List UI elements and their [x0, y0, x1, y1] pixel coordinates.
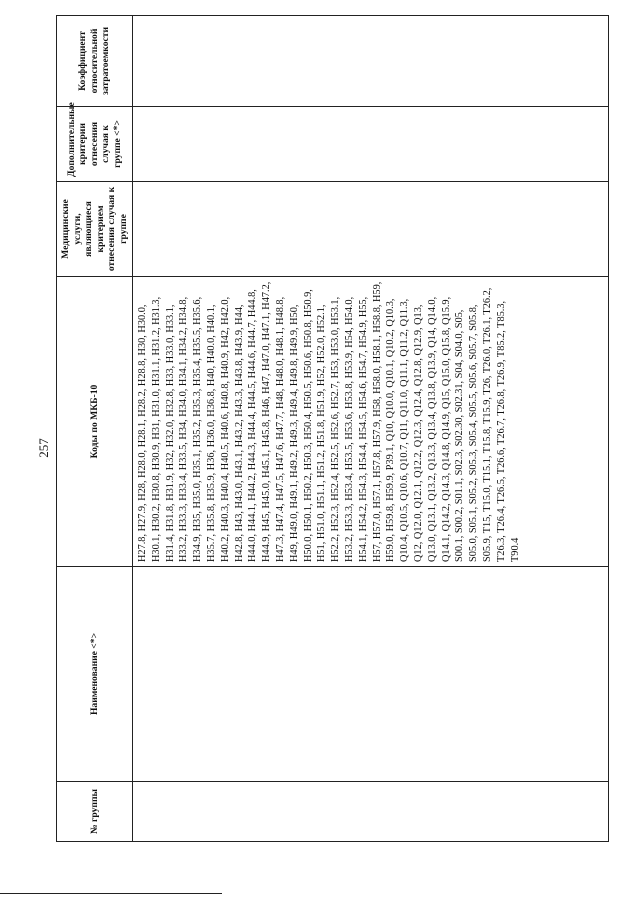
ksg-table: [56, 15, 609, 842]
header-medical-services: Медицинские услуги, являющиеся критерием отнесения случая к группе: [57, 182, 133, 277]
cell-services: [133, 182, 609, 277]
header-coefficient: Коэффициент относительной затратоемкости: [57, 16, 133, 107]
table-rotator: [56, 16, 609, 842]
cell-icd-codes: H27.8, H27.9, H28, H28.0, H28.1, H28.2, H28.8, H30, H30.0, H30.1, H30.2, H30.8, H30.9, H31, H31.0, H31.1, H31.2, H31.3, H31.4, H31.8, H31.9, H32, H32.0, H32.8, H33, H33.0, H33.1, H33.2, H33.3, H33.4, H33.5, H34, H34.0, H34.1, H34.2, H34.8, H34.9, H35, H35.0, H35.1, H35.2, H35.3, H35.4, H35.5, H35.6, H35.7, H35.8, H35.9, H36, H36.0, H36.8, H40, H40.0, H40.1, H40.2, H40.3, H40.4, H40.5, H40.6, H40.8, H40.9, H42, H42.0, H42.8, H43, H43.0, H43.1, H43.2, H43.3, H43.8, H43.9, H44, H44.0, H44.1, H44.2, H44.3, H44.4, H44.5, H44.6, H44.7, H44.8, H44.9, H45, H45.0, H45.1, H45.8, H46, H47, H47.0, H47.1, H47.2, H47.3, H47.4, H47.5, H47.6, H47.7, H48, H48.0, H48.1, H48.8, H49, H49.0, H49.1, H49.2, H49.3, H49.4, H49.8, H49.9, H50, H50.0, H50.1, H50.2, H50.3, H50.4, H50.5, H50.6, H50.8, H50.9, H51, H51.0, H51.1, H51.2, H51.8, H51.9, H52, H52.0, H52.1, H52.2, H52.3, H52.4, H52.5, H52.6, H52.7, H53, H53.0, H53.1, H53.2, H53.3, H53.4, H53.5, H53.6, H53.8, H53.9, H54, H54.0, H54.1, H54.2, H54.3, H54.4, H54.5, H54.6, H54.7, H54.9, H55, H57, H57.0, H57.1, H57.8, H57.9, H58, H58.0, H58.1, H58.8, H59, H59.0, H59.8, H59.9, P39.1, Q10, Q10.0, Q10.1, Q10.2, Q10.3, Q10.4, Q10.5, Q10.6, Q10.7, Q11, Q11.0, Q11.1, Q11.2, Q11.3, Q12, Q12.0, Q12.1, Q12.2, Q12.3, Q12.4, Q12.8, Q12.9, Q13, Q13.0, Q13.1, Q13.2, Q13.3, Q13.4, Q13.8, Q13.9, Q14, Q14.0, Q14.1, Q14.2, Q14.3, Q14.8, Q14.9, Q15, Q15.0, Q15.8, Q15.9, S00.1, S00.2, S01.1, S02.3, S02.30, S02.31, S04, S04.0, S05, S05.0, S05.1, S05.2, S05.3, S05.4, S05.5, S05.6, S05.7, S05.8, S05.9, T15, T15.0, T15.1, T15.8, T15.9, T26, T26.0, T26.1, T26.2, T26.3, T26.4, T26.5, T26.6, T26.7, T26.8, T26.9, T85.2, T85.3, T90.4: [133, 277, 609, 567]
rotated-table-area: [56, 16, 640, 834]
header-group-number: № группы: [57, 782, 133, 842]
header-row: [57, 16, 133, 842]
cell-coefficient: [133, 16, 609, 107]
cell-name: [133, 567, 609, 782]
cell-group-number: [133, 782, 609, 842]
footnote-rule: [0, 893, 222, 894]
table-row: [133, 16, 609, 842]
page-number: 257: [35, 438, 51, 458]
header-icd-codes: Коды по МКБ-10: [57, 277, 133, 567]
cell-extra-criteria: [133, 107, 609, 182]
header-extra-criteria: Дополнительные критерии отнесения случая к группе <*>: [57, 107, 133, 182]
header-name: Наименование <*>: [57, 567, 133, 782]
